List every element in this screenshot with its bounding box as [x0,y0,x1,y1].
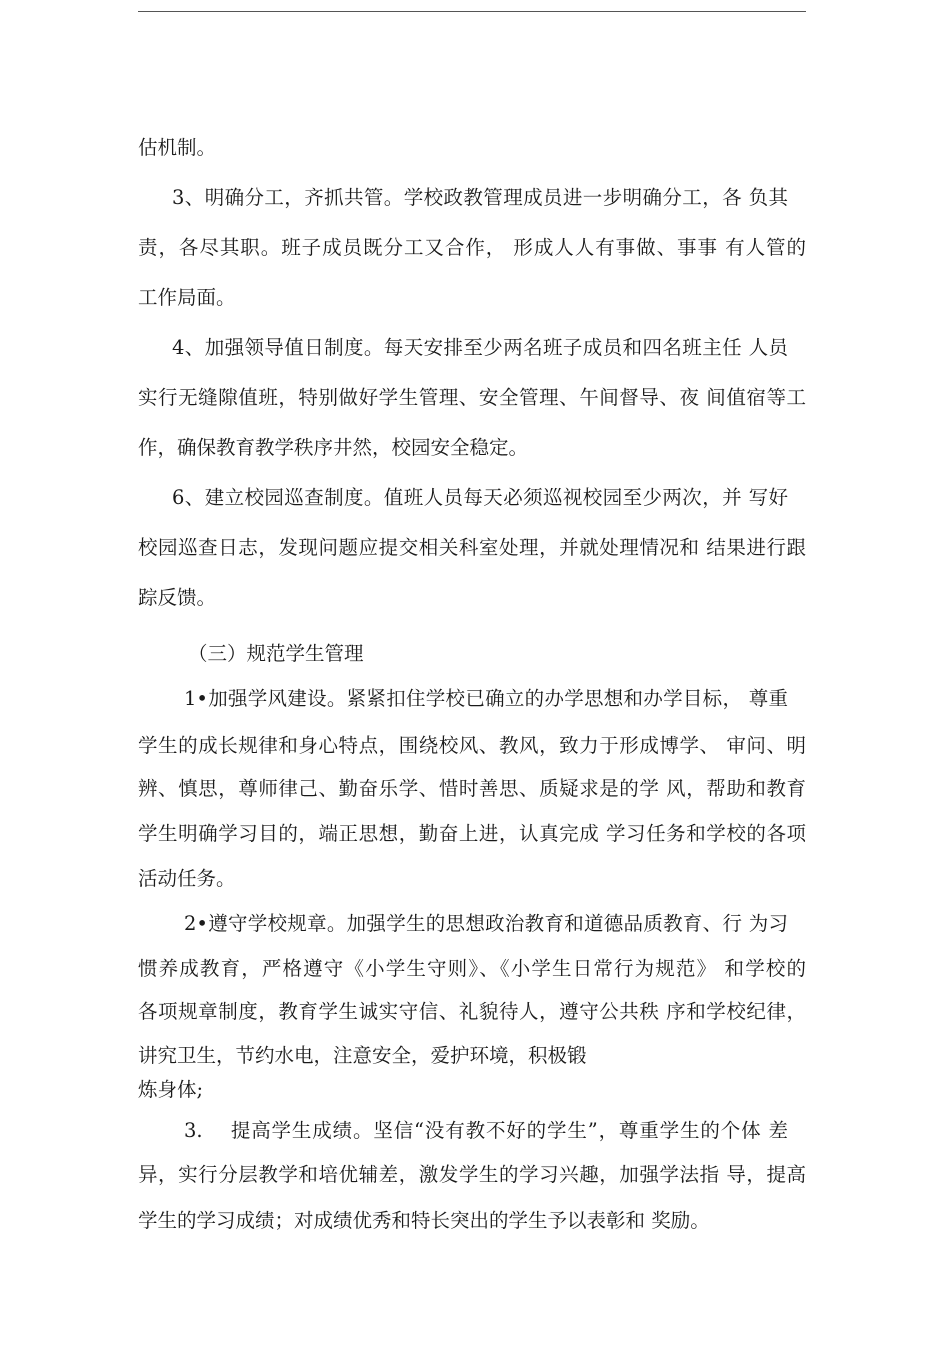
text-line: 学生的成长规律和身心特点，围绕校风、教风，致力于形成博学、 审问、明 [138,734,806,757]
text-line: 活动任务。 [138,867,236,890]
text-line: 责，各尽其职。班子成员既分工又合作， 形成人人有事做、事事 有人管的 [138,236,806,259]
text-line: 2•遵守学校规章。加强学生的思想政治教育和道德品质教育、行 为习 [184,912,788,935]
text-line: 学生明确学习目的，端正思想，勤奋上进，认真完成 学习任务和学校的各项 [138,822,806,845]
header-rule [138,11,806,12]
text-line: 4、加强领导值日制度。每天安排至少两名班子成员和四名班主任 人员 [172,336,788,359]
text-line: 校园巡查日志，发现问题应提交相关科室处理，并就处理情况和 结果进行跟 [138,536,806,559]
text-line: 估机制。 [138,136,217,159]
text-line: 异，实行分层教学和培优辅差，激发学生的学习兴趣，加强学法指 导，提高 [138,1163,806,1186]
text-line: 惯养成教育，严格遵守《小学生守则》、《小学生日常行为规范》 和学校的 [138,957,806,980]
text-line: 1•加强学风建设。紧紧扣住学校已确立的办学思想和办学目标， 尊重 [184,687,788,710]
text-line: 炼身体; [138,1078,204,1101]
text-line: 3. 提高学生成绩。坚信“没有教不好的学生”，尊重学生的个体 差 [184,1119,788,1142]
section-heading: （三）规范学生管理 [188,642,364,665]
text-line: 讲究卫生，节约水电，注意安全，爱护环境，积极锻 [138,1044,587,1067]
text-line: 辨、慎思，尊师律己、勤奋乐学、惜时善思、质疑求是的学 风，帮助和教育 [138,777,806,800]
text-line: 6、建立校园巡查制度。值班人员每天必须巡视校园至少两次，并 写好 [172,486,788,509]
text-line: 工作局面。 [138,286,236,309]
text-line: 实行无缝隙值班，特别做好学生管理、安全管理、午间督导、夜 间值宿等工 [138,386,806,409]
text-line: 踪反馈。 [138,586,217,609]
text-line: 作，确保教育教学秩序井然，校园安全稳定。 [138,436,529,459]
text-line: 各项规章制度，教育学生诚实守信、礼貌待人，遵守公共秩 序和学校纪律， [138,1000,806,1023]
text-line: 学生的学习成绩；对成绩优秀和特长突出的学生予以表彰和 奖励。 [138,1209,710,1232]
text-line: 3、明确分工，齐抓共管。学校政教管理成员进一步明确分工，各 负其 [172,186,788,209]
